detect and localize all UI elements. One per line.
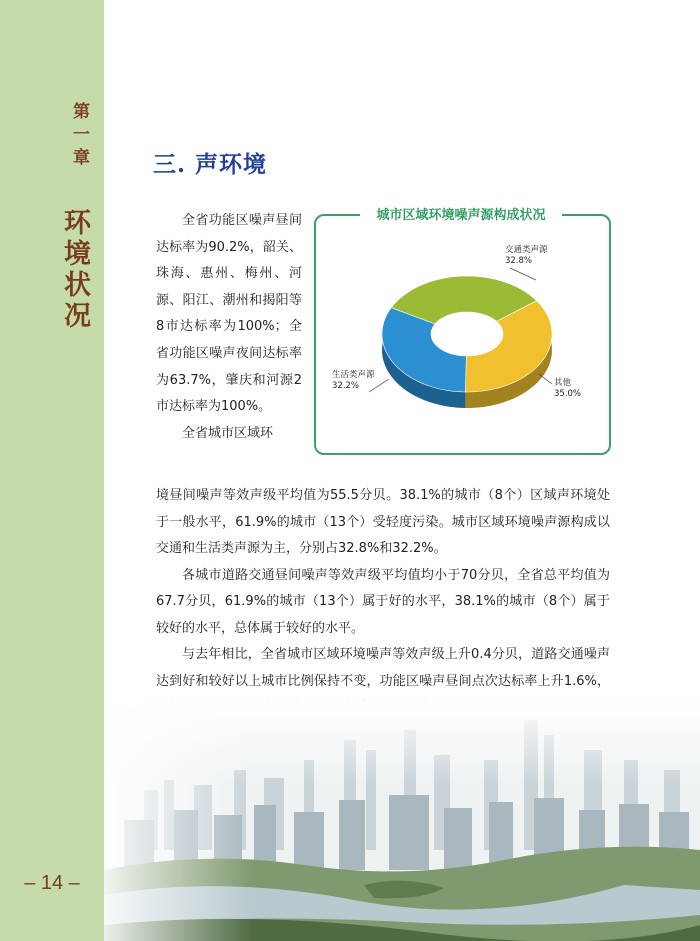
- section-title: 三. 声环境: [153, 151, 268, 178]
- paragraph-3: 各城市道路交通昼间噪声等效声级平均值均小于70分贝，全省总平均值为67.7分贝，61.9%的城市（13个）属于好的水平，38.1%的城市（8个）属于较好的水平，总体属于较好的水平。: [156, 567, 610, 636]
- slice-leader-line: [510, 268, 536, 280]
- chart-title: 城市区域环境噪声源构成状况: [352, 204, 570, 223]
- slice-label-name: 交通类声源: [505, 245, 548, 255]
- paragraph-2-rest: 境昼间噪声等效声级平均值为55.5分贝。38.1%的城市（8个）区域声环境处于一般水平，61.9%的城市（13个）受轻度污染。城市区域环境噪声源构成以交通和生活类声源为主，分别占32.8%和32.2%。: [156, 488, 610, 556]
- donut-chart: [314, 214, 611, 455]
- slice-label-value: 32.2%: [332, 381, 360, 391]
- donut-hole: [431, 312, 503, 356]
- slice-label-value: 32.8%: [505, 256, 533, 266]
- slice-label-value: 35.0%: [554, 389, 582, 399]
- body-text-wide: [156, 483, 610, 722]
- body-text-narrow: [156, 208, 302, 447]
- slice-label-name: 生活类声源: [332, 370, 375, 380]
- city-skyline-photo: [104, 700, 700, 941]
- chapter-number: 第一章: [69, 102, 89, 171]
- page-number: – 14 –: [24, 872, 80, 894]
- chapter-title: 环境状况: [59, 208, 90, 332]
- slice-leader-line: [369, 379, 389, 392]
- slice-leader-line: [539, 374, 552, 384]
- slice-label-name: 其他: [554, 378, 572, 388]
- paragraph-2-start: 全省城市区域环: [182, 425, 274, 441]
- paragraph-4: 与去年相比，全省城市区域环境噪声等效声级上升0.4分贝，道路交通噪声达到好和较好以上城市比例保持不变，功能区噪声昼间点次达标率上升1.6%，: [156, 647, 610, 689]
- paragraph-1: 全省功能区噪声昼间达标率为90.2%，韶关、珠海、惠州、梅州、河源、阳江、潮州和揭阳等8市达标率为100%；全省功能区噪声夜间达标率为63.7%，肇庆和河源2市达标率为100%。: [156, 213, 302, 415]
